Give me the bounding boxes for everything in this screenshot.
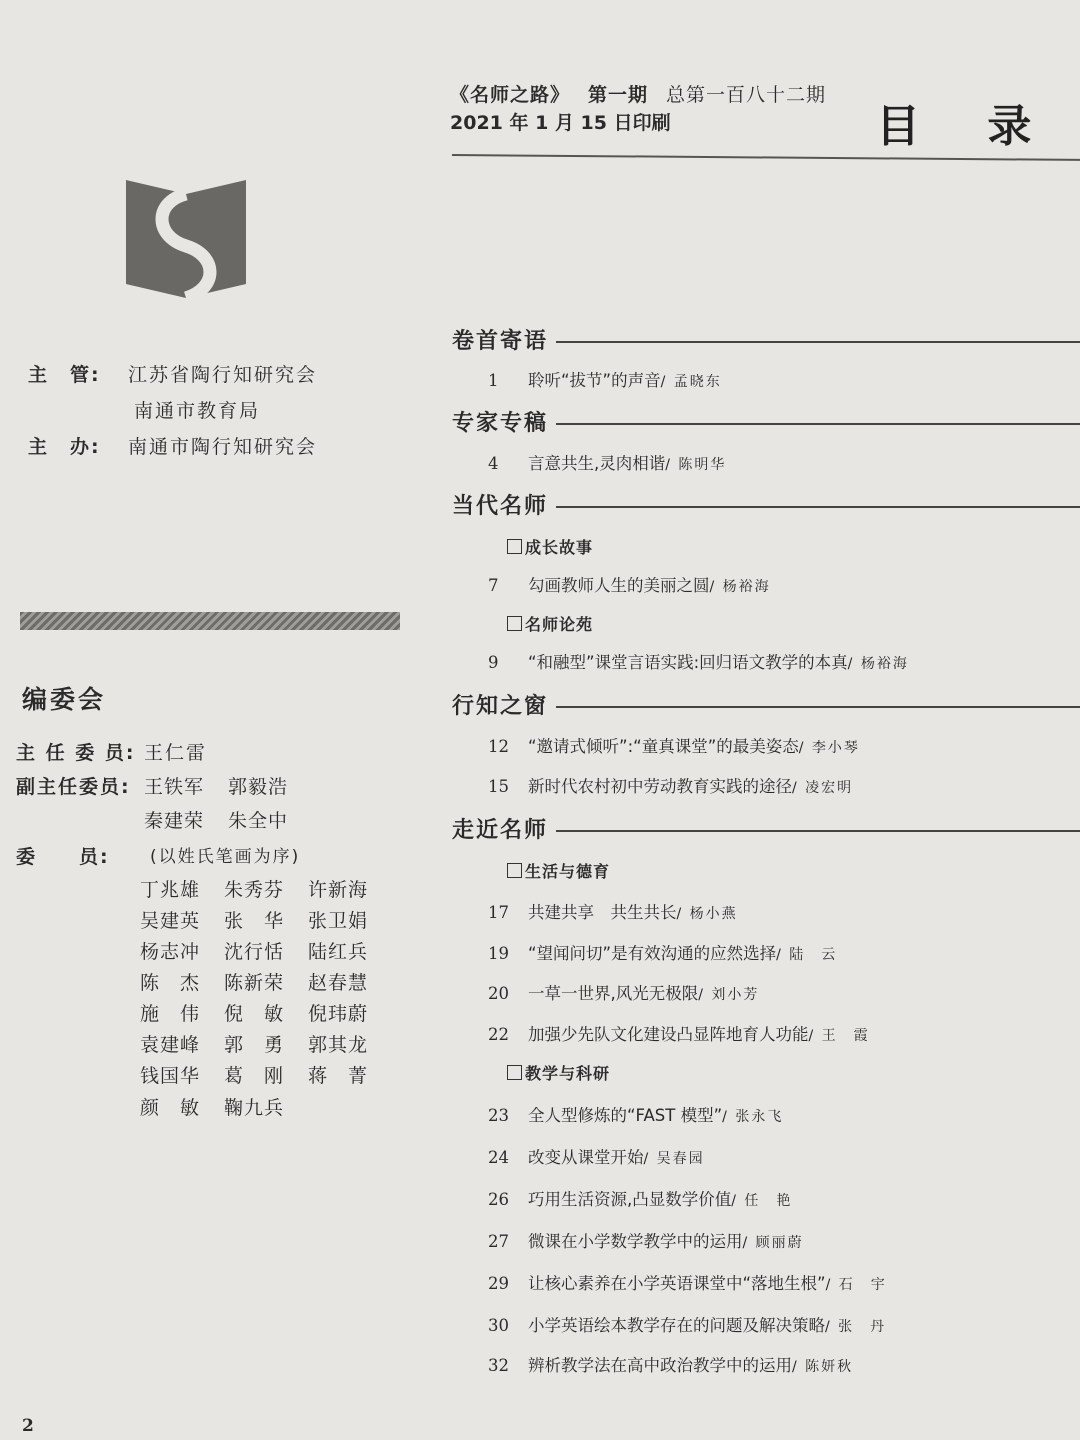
- member-name: 吴建英: [140, 910, 201, 932]
- section-rule: [556, 423, 1080, 425]
- deputy-name: 郭毅浩: [228, 776, 289, 798]
- decorative-stripe: [20, 612, 400, 630]
- subsection-research: 教学与科研: [507, 1061, 610, 1084]
- deputy-names-row-2: [144, 806, 312, 833]
- deputy-name: 秦建荣: [144, 810, 205, 832]
- member-name: 倪玮蔚: [308, 1003, 369, 1025]
- toc-entry[interactable]: 17 共建共享 共生共长/ 杨小燕: [488, 903, 738, 922]
- journal-logo-icon: [124, 176, 248, 302]
- subsection-forum: 名师论苑: [507, 612, 593, 635]
- toc-entry[interactable]: 27 微课在小学数学教学中的运用/ 顾丽蔚: [488, 1232, 804, 1251]
- section-rule: [556, 706, 1080, 708]
- toc-entry[interactable]: 22 加强少先队文化建设凸显阵地育人功能/ 王 霞: [488, 1025, 870, 1044]
- members-row-3: [140, 937, 392, 964]
- member-name: 郭其龙: [308, 1034, 369, 1056]
- deputy-names-row-1: [144, 772, 312, 799]
- member-name: 沈行恬: [224, 941, 285, 963]
- member-name: 赵春慧: [308, 972, 369, 994]
- member-name: 蒋 菁: [308, 1065, 369, 1087]
- print-date: 2021 年 1 月 15 日印刷: [450, 112, 671, 134]
- toc-entry[interactable]: 26 巧用生活资源,凸显数学价值/ 任 艳: [488, 1190, 793, 1209]
- supervisor-2: 南通市教育局: [134, 400, 261, 422]
- toc-entry[interactable]: 30 小学英语绘本教学存在的问题及解决策略/ 张 丹: [488, 1316, 887, 1335]
- members-row-4: [140, 968, 392, 995]
- page-number: 2: [22, 1416, 34, 1436]
- subsection-life: 生活与德育: [507, 859, 610, 882]
- toc-entry[interactable]: 4 言意共生,灵肉相谐/ 陈明华: [488, 454, 727, 473]
- section-title: 走近名师: [452, 817, 549, 843]
- member-name: 陈新荣: [224, 972, 285, 994]
- toc-entry[interactable]: 23 全人型修炼的“FAST 模型”/ 张永飞: [488, 1106, 784, 1125]
- supervisor-1: 江苏省陶行知研究会: [128, 364, 318, 386]
- director-name: 王仁雷: [144, 742, 208, 764]
- deputy-name: 朱全中: [228, 810, 289, 832]
- member-name: 张卫娟: [308, 910, 369, 932]
- sponsor-row: [28, 432, 317, 459]
- members-row-5: [140, 999, 392, 1026]
- toc-entry[interactable]: 29 让核心素养在小学英语课堂中“落地生根”/ 石 宇: [488, 1274, 887, 1293]
- section-title: 行知之窗: [452, 693, 549, 719]
- checkbox-icon: [507, 616, 522, 631]
- subsection-growth: 成长故事: [507, 535, 593, 558]
- toc-entry[interactable]: 15 新时代农村初中劳动教育实践的途径/ 凌宏明: [488, 777, 854, 796]
- journal-name: 《名师之路》: [450, 84, 571, 106]
- toc-entry[interactable]: 24 改变从课堂开始/ 吴春园: [488, 1148, 705, 1167]
- toc-entry[interactable]: 19 “望闻问切”是有效沟通的应然选择/ 陆 云: [488, 944, 838, 963]
- toc-entry[interactable]: 9 “和融型”课堂言语实践:回归语文教学的本真/ 杨裕海: [488, 653, 909, 672]
- toc-entry[interactable]: 12 “邀请式倾听”:“童真课堂”的最美姿态/ 李小琴: [488, 737, 860, 756]
- director-label: 主 任 委 员:: [16, 742, 136, 764]
- issue-number: 第一期: [588, 84, 649, 106]
- member-name: 颜 敏: [140, 1097, 201, 1119]
- header-rule: [452, 154, 1080, 161]
- toc-entry[interactable]: 32 辨析教学法在高中政治教学中的运用/ 陈妍秋: [488, 1356, 854, 1375]
- member-name: 倪 敏: [224, 1003, 285, 1025]
- members-row-7: [140, 1061, 392, 1088]
- member-name: 丁兆雄: [140, 879, 201, 901]
- issue-line: [450, 80, 826, 107]
- sponsor: 南通市陶行知研究会: [128, 436, 318, 458]
- members-label: 委 员:: [16, 846, 110, 868]
- member-name: 鞠九兵: [224, 1097, 285, 1119]
- deputy-label: 副主任委员:: [16, 776, 131, 798]
- section-rule: [556, 341, 1080, 343]
- member-name: 郭 勇: [224, 1034, 285, 1056]
- total-issue: 总第一百八十二期: [666, 84, 827, 106]
- toc-entry[interactable]: 1 聆听“拔节”的声音/ 孟晓东: [488, 371, 722, 390]
- members-row-6: [140, 1030, 392, 1057]
- member-name: 葛 刚: [224, 1065, 285, 1087]
- supervisor-label: 主 管:: [28, 364, 101, 386]
- sponsor-label: 主 办:: [28, 436, 101, 458]
- section-title: 当代名师: [452, 493, 549, 519]
- members-note: (以姓氏笔画为序): [150, 847, 301, 867]
- section-title: 卷首寄语: [452, 328, 549, 354]
- member-name: 陈 杰: [140, 972, 201, 994]
- member-name: 杨志冲: [140, 941, 201, 963]
- members-row-8: [140, 1093, 308, 1120]
- toc-entry[interactable]: 20 一草一世界,风光无极限/ 刘小芳: [488, 984, 760, 1003]
- section-title: 专家专稿: [452, 410, 549, 436]
- member-name: 许新海: [308, 879, 369, 901]
- member-name: 陆红兵: [308, 941, 369, 963]
- member-name: 张 华: [224, 910, 285, 932]
- checkbox-icon: [507, 1065, 522, 1080]
- page-title: 目 录: [876, 101, 1058, 152]
- member-name: 施 伟: [140, 1003, 201, 1025]
- toc-entry[interactable]: 7 勾画教师人生的美丽之圆/ 杨裕海: [488, 576, 771, 595]
- member-name: 朱秀芬: [224, 879, 285, 901]
- deputy-name: 王铁军: [144, 776, 205, 798]
- member-name: 袁建峰: [140, 1034, 201, 1056]
- section-rule: [556, 830, 1080, 832]
- checkbox-icon: [507, 539, 522, 554]
- member-name: 钱国华: [140, 1065, 201, 1087]
- supervisor-row: [28, 360, 317, 387]
- section-rule: [556, 506, 1080, 508]
- board-title: 编委会: [22, 685, 107, 714]
- members-row-2: [140, 906, 392, 933]
- checkbox-icon: [507, 863, 522, 878]
- members-row-1: [140, 875, 392, 902]
